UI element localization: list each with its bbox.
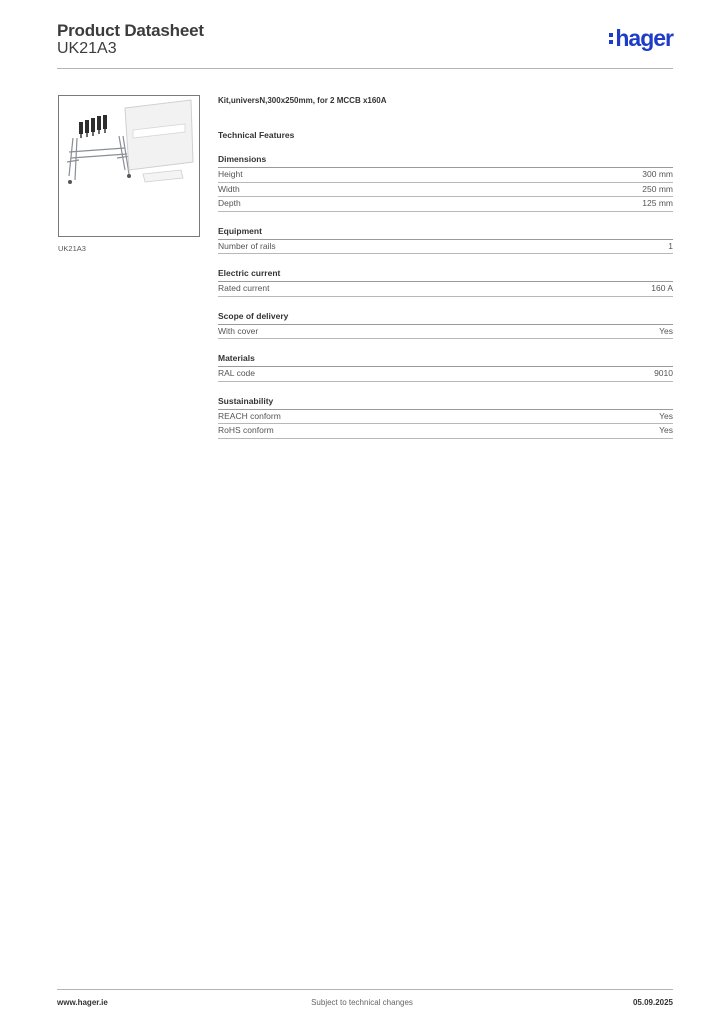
row-value: 1 [668,240,673,251]
row-value: Yes [659,425,673,435]
product-code: UK21A3 [57,40,117,57]
section-title: Equipment [218,226,673,240]
row-value: 250 mm [642,183,673,194]
footer-website-link[interactable]: www.hager.ie [57,998,108,1007]
table-row [218,197,673,212]
row-label: Number of rails [218,240,276,251]
table-row [218,410,673,425]
section-scope-of-delivery [218,311,673,340]
table-row [218,424,673,439]
row-value: 125 mm [642,198,673,208]
section-title: Dimensions [218,154,673,168]
row-value: Yes [659,410,673,421]
footer-date: 05.09.2025 [632,998,673,1007]
row-label: Width [218,183,240,194]
image-caption: UK21A3 [58,244,86,253]
section-title: Electric current [218,268,673,282]
header-divider [57,68,673,69]
table-row [218,282,673,297]
footer-notice: Subject to technical changes [311,998,413,1007]
row-label: RoHS conform [218,425,274,435]
section-dimensions [218,154,673,212]
product-description: Kit,universN,300x250mm, for 2 MCCB x160A [218,96,387,105]
table-row [218,183,673,198]
section-materials [218,353,673,382]
section-title: Sustainability [218,396,673,410]
table-row [218,367,673,382]
table-row [218,168,673,183]
table-row [218,240,673,255]
product-kit-illustration [59,96,199,236]
row-label: Height [218,169,243,179]
product-image [58,95,200,237]
section-sustainability [218,396,673,439]
hager-logo [609,27,673,50]
logo-text: hager [615,25,673,51]
logo-dots-icon [609,33,613,44]
product-details [218,96,673,439]
row-label: Rated current [218,283,270,293]
row-label: Depth [218,198,241,208]
row-label: With cover [218,325,259,336]
row-label: RAL code [218,368,256,378]
footer-divider [57,989,673,990]
section-equipment [218,226,673,255]
row-value: 9010 [654,368,673,378]
page-title: Product Datasheet [57,21,204,40]
row-value: 300 mm [642,169,673,179]
technical-features-heading: Technical Features [218,130,295,140]
row-value: Yes [659,325,673,336]
section-electric-current [218,268,673,297]
table-row [218,325,673,340]
section-title: Materials [218,353,673,367]
row-label: REACH conform [218,410,281,421]
section-title: Scope of delivery [218,311,673,325]
row-value: 160 A [651,283,673,293]
